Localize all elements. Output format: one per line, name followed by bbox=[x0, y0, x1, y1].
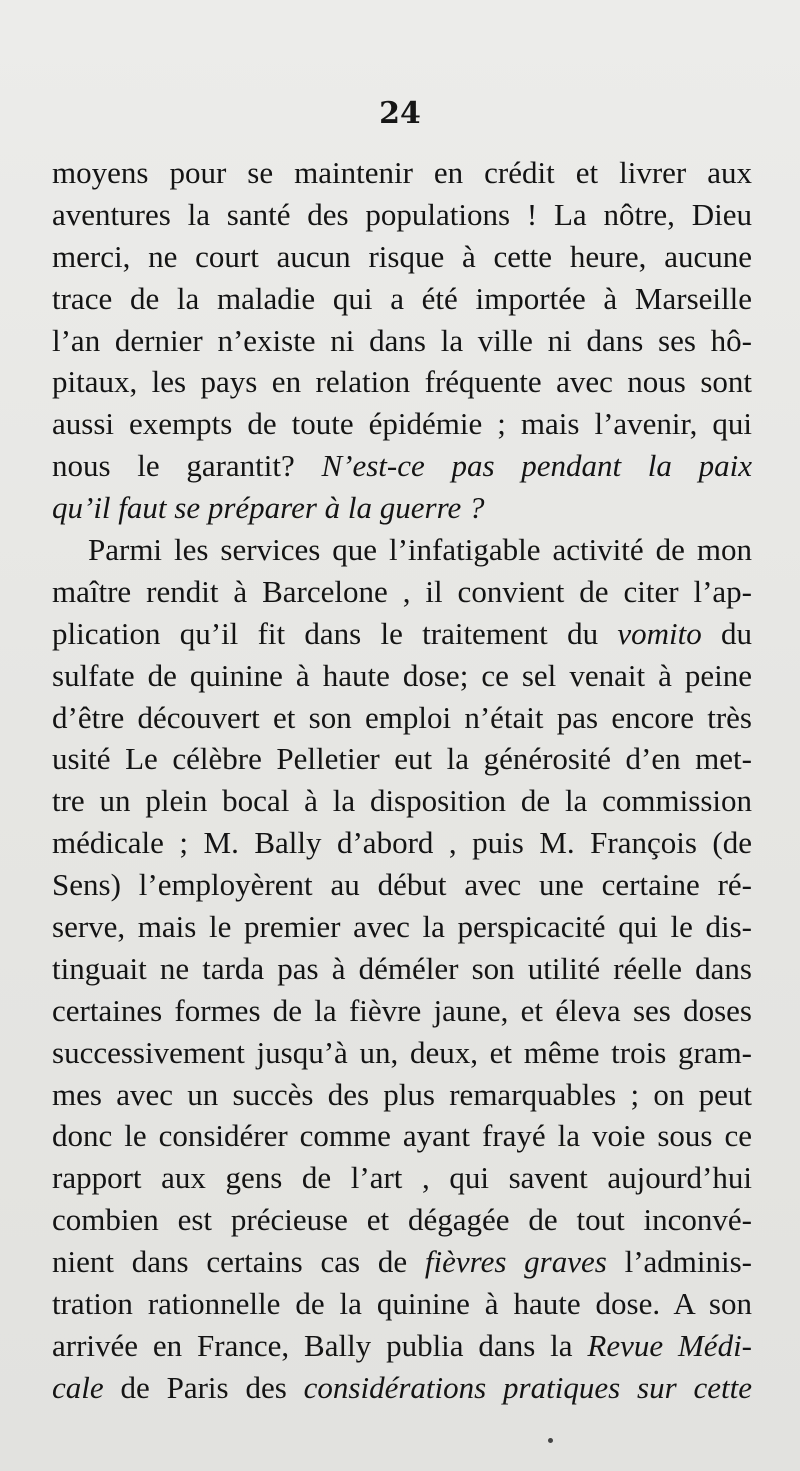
text-run: serve, mais le premier avec la perspicacité qui le dis- bbox=[52, 909, 752, 945]
print-speck bbox=[548, 1438, 553, 1443]
body-text bbox=[52, 152, 752, 1409]
text-run: tration rationnelle de la quinine à haute dose. A son bbox=[52, 1286, 752, 1322]
text-run: donc le considérer comme ayant frayé la voie sous ce bbox=[52, 1118, 752, 1154]
text-line bbox=[52, 1115, 752, 1157]
text-line bbox=[52, 529, 752, 571]
text-run: de Paris des bbox=[103, 1369, 304, 1405]
text-line bbox=[52, 613, 752, 655]
text-run: du bbox=[701, 615, 752, 651]
text-line bbox=[52, 906, 752, 948]
text-line bbox=[52, 1032, 752, 1074]
text-run: aventures la santé des populations ! La nôtre, Dieu bbox=[52, 196, 752, 232]
text-line bbox=[52, 445, 752, 487]
text-run: nient dans certains cas de bbox=[52, 1244, 425, 1280]
text-run: merci, ne court aucun risque à cette heure, aucune bbox=[52, 238, 752, 274]
text-line bbox=[52, 403, 752, 445]
text-run: maître rendit à Barcelone , il convient de citer l’ap- bbox=[52, 573, 752, 609]
italic-text: considérations pratiques sur cette bbox=[303, 1369, 752, 1405]
text-run: rapport aux gens de l’art , qui savent aujourd’hui bbox=[52, 1160, 752, 1196]
italic-text: qu’il faut se préparer à la guerre ? bbox=[52, 490, 485, 526]
text-run: arrivée en France, Bally publia dans la bbox=[52, 1327, 588, 1363]
text-run: nous le garantit? bbox=[52, 448, 322, 484]
italic-text: fièvres graves bbox=[424, 1244, 607, 1280]
text-run: aussi exempts de toute épidémie ; mais l’avenir, qui bbox=[52, 406, 752, 442]
text-run: combien est précieuse et dégagée de tout inconvé- bbox=[52, 1202, 752, 1238]
text-line bbox=[52, 1283, 752, 1325]
page-number: 24 bbox=[379, 96, 421, 131]
text-line bbox=[52, 278, 752, 320]
text-run: successivement jusqu’à un, deux, et même trois gram- bbox=[52, 1034, 752, 1070]
text-run: tre un plein bocal à la disposition de la commission bbox=[52, 783, 752, 819]
text-run: mes avec un succès des plus remarquables ; on peut bbox=[52, 1076, 752, 1112]
italic-text: N’est-ce pas pendant la paix bbox=[321, 448, 752, 484]
text-run: tinguait ne tarda pas à déméler son utilité réelle dans bbox=[52, 950, 752, 986]
text-line bbox=[52, 1074, 752, 1116]
text-run: médicale ; M. Bally d’abord , puis M. François (de bbox=[52, 825, 752, 861]
text-line bbox=[52, 1325, 752, 1367]
text-line bbox=[52, 697, 752, 739]
text-line bbox=[52, 1157, 752, 1199]
text-run: trace de la maladie qui a été importée à Marseille bbox=[52, 280, 752, 316]
text-run: certaines formes de la fièvre jaune, et éleva ses doses bbox=[52, 992, 752, 1028]
text-line bbox=[52, 194, 752, 236]
text-line bbox=[52, 780, 752, 822]
text-run: usité Le célèbre Pelletier eut la générosité d’en met- bbox=[52, 741, 752, 777]
text-line bbox=[52, 236, 752, 278]
text-line bbox=[52, 320, 752, 362]
text-run: sulfate de quinine à haute dose; ce sel venait à peine bbox=[52, 657, 752, 693]
text-run: Sens) l’employèrent au début avec une certaine ré- bbox=[52, 867, 752, 903]
text-line bbox=[52, 655, 752, 697]
text-run: pitaux, les pays en relation fréquente avec nous sont bbox=[52, 364, 752, 400]
text-line bbox=[52, 738, 752, 780]
italic-text: vomito bbox=[617, 615, 702, 651]
text-run: Parmi les services que l’infatigable activité de mon bbox=[88, 532, 752, 568]
text-line bbox=[52, 571, 752, 613]
text-line bbox=[52, 1367, 752, 1409]
text-run: d’être découvert et son emploi n’était pas encore très bbox=[52, 699, 752, 735]
text-line bbox=[52, 152, 752, 194]
text-line bbox=[52, 990, 752, 1032]
text-line bbox=[52, 361, 752, 403]
text-line bbox=[52, 1199, 752, 1241]
italic-text: Revue Médi- bbox=[587, 1327, 753, 1363]
text-line bbox=[52, 822, 752, 864]
text-line bbox=[52, 1241, 752, 1283]
text-line bbox=[52, 864, 752, 906]
text-line bbox=[52, 948, 752, 990]
text-run: l’an dernier n’existe ni dans la ville ni dans ses hô- bbox=[52, 322, 752, 358]
text-run: plication qu’il fit dans le traitement du bbox=[52, 615, 618, 651]
text-run: moyens pour se maintenir en crédit et livrer aux bbox=[52, 155, 752, 190]
text-run: l’adminis- bbox=[606, 1244, 753, 1280]
text-line bbox=[52, 487, 752, 529]
italic-text: cale bbox=[52, 1369, 104, 1405]
